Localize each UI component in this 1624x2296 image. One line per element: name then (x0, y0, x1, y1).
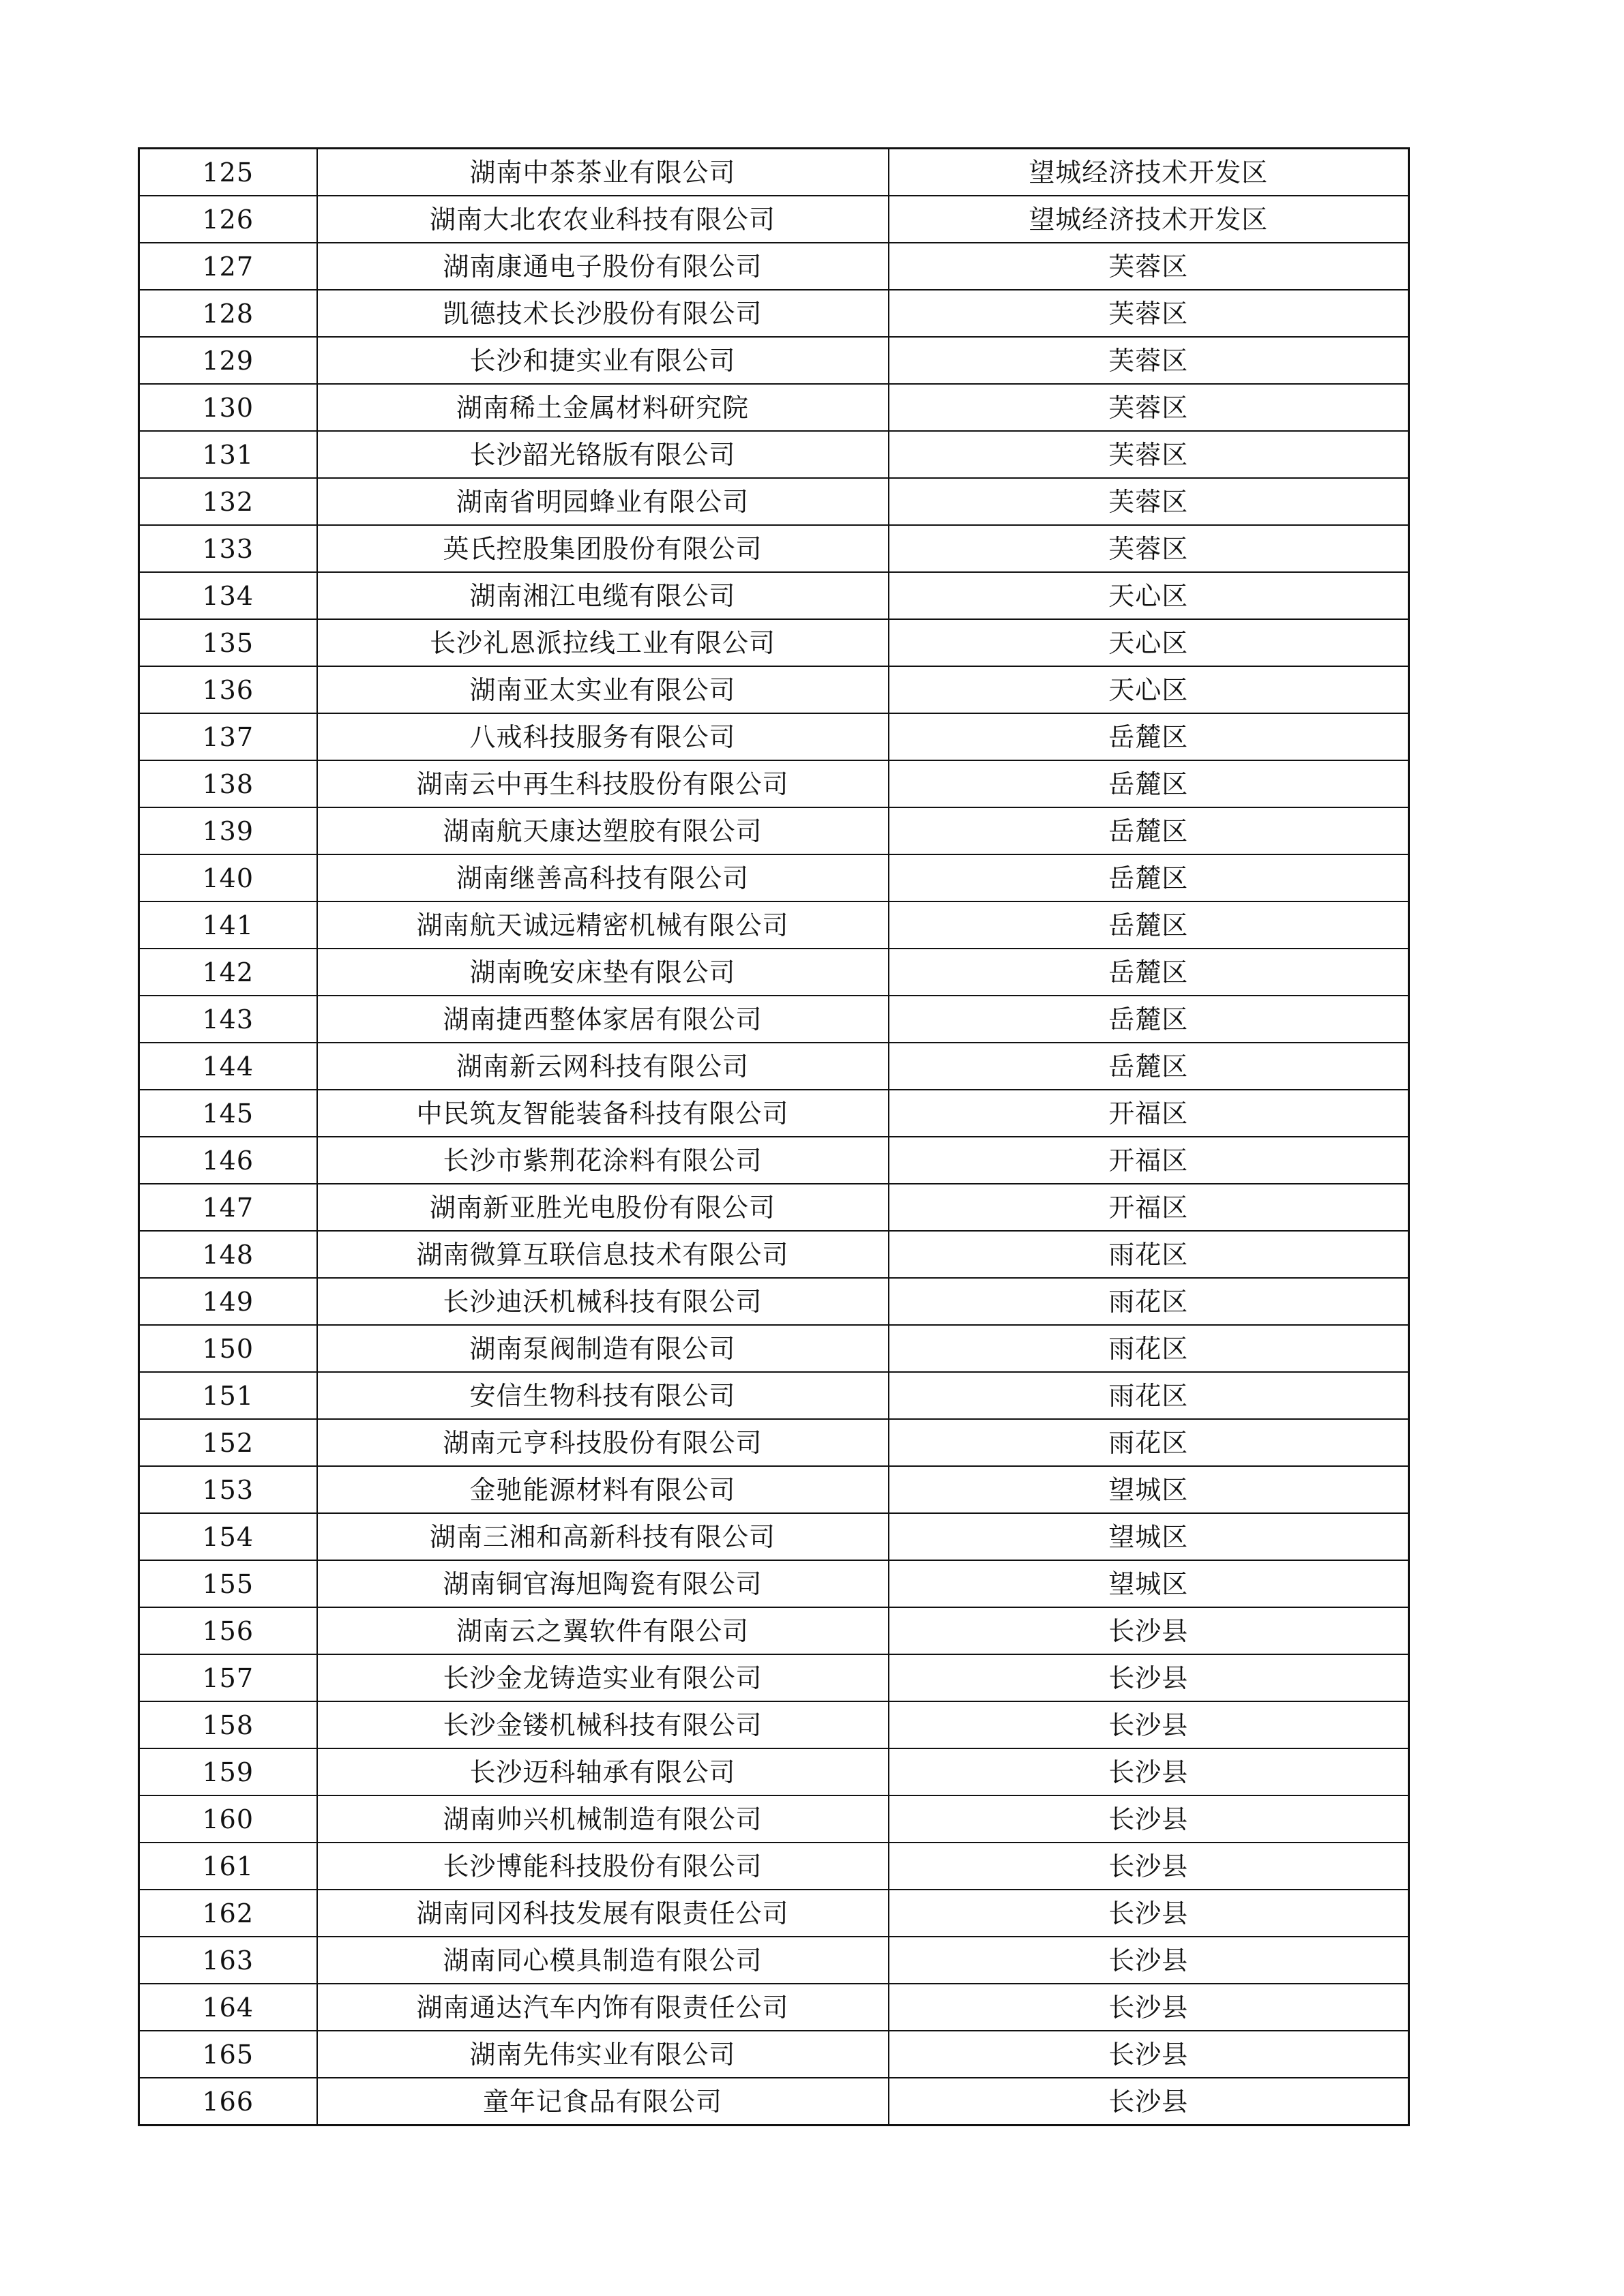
district-cell: 望城经济技术开发区 (889, 149, 1409, 196)
table-row (139, 807, 1409, 854)
district-cell: 天心区 (889, 666, 1409, 713)
row-number-cell: 152 (139, 1419, 317, 1466)
table-row (139, 384, 1409, 431)
row-number-cell: 137 (139, 713, 317, 760)
table-row (139, 1984, 1409, 2031)
company-table (138, 147, 1410, 2126)
company-name-cell: 湖南先伟实业有限公司 (317, 2031, 889, 2078)
company-name-cell: 湖南三湘和高新科技有限公司 (317, 1513, 889, 1560)
row-number-cell: 163 (139, 1937, 317, 1984)
table-row (139, 713, 1409, 760)
district-cell: 芙蓉区 (889, 525, 1409, 572)
row-number-cell: 141 (139, 901, 317, 949)
table-row (139, 149, 1409, 196)
company-name-cell: 湖南省明园蜂业有限公司 (317, 478, 889, 525)
table-row (139, 1607, 1409, 1654)
row-number-cell: 161 (139, 1843, 317, 1890)
row-number-cell: 143 (139, 996, 317, 1043)
company-name-cell: 英氏控股集团股份有限公司 (317, 525, 889, 572)
company-name-cell: 湖南晚安床垫有限公司 (317, 949, 889, 996)
table-row (139, 572, 1409, 619)
table-row (139, 478, 1409, 525)
row-number-cell: 133 (139, 525, 317, 572)
district-cell: 天心区 (889, 572, 1409, 619)
table-row (139, 1090, 1409, 1137)
row-number-cell: 159 (139, 1748, 317, 1795)
row-number-cell: 154 (139, 1513, 317, 1560)
row-number-cell: 136 (139, 666, 317, 713)
district-cell: 长沙县 (889, 1795, 1409, 1843)
company-name-cell: 长沙市紫荆花涂料有限公司 (317, 1137, 889, 1184)
district-cell: 雨花区 (889, 1325, 1409, 1372)
table-row (139, 1043, 1409, 1090)
table-row (139, 525, 1409, 572)
company-name-cell: 湖南康通电子股份有限公司 (317, 243, 889, 290)
company-name-cell: 长沙和捷实业有限公司 (317, 337, 889, 384)
company-name-cell: 长沙礼恩派拉线工业有限公司 (317, 619, 889, 666)
table-row (139, 1890, 1409, 1937)
row-number-cell: 148 (139, 1231, 317, 1278)
table-row (139, 1466, 1409, 1513)
company-name-cell: 湖南同心模具制造有限公司 (317, 1937, 889, 1984)
company-name-cell: 湖南湘江电缆有限公司 (317, 572, 889, 619)
table-row (139, 1654, 1409, 1701)
company-name-cell: 湖南继善高科技有限公司 (317, 854, 889, 901)
district-cell: 长沙县 (889, 2078, 1409, 2126)
row-number-cell: 164 (139, 1984, 317, 2031)
row-number-cell: 131 (139, 431, 317, 478)
row-number-cell: 146 (139, 1137, 317, 1184)
row-number-cell: 135 (139, 619, 317, 666)
company-name-cell: 童年记食品有限公司 (317, 2078, 889, 2126)
row-number-cell: 145 (139, 1090, 317, 1137)
district-cell: 岳麓区 (889, 854, 1409, 901)
company-name-cell: 湖南捷西整体家居有限公司 (317, 996, 889, 1043)
district-cell: 芙蓉区 (889, 337, 1409, 384)
district-cell: 芙蓉区 (889, 384, 1409, 431)
table-row (139, 666, 1409, 713)
row-number-cell: 153 (139, 1466, 317, 1513)
row-number-cell: 132 (139, 478, 317, 525)
row-number-cell: 129 (139, 337, 317, 384)
row-number-cell: 157 (139, 1654, 317, 1701)
company-name-cell: 安信生物科技有限公司 (317, 1372, 889, 1419)
row-number-cell: 127 (139, 243, 317, 290)
district-cell: 雨花区 (889, 1419, 1409, 1466)
district-cell: 芙蓉区 (889, 478, 1409, 525)
table-row (139, 996, 1409, 1043)
company-name-cell: 湖南云中再生科技股份有限公司 (317, 760, 889, 807)
district-cell: 长沙县 (889, 1654, 1409, 1701)
row-number-cell: 144 (139, 1043, 317, 1090)
district-cell: 望城区 (889, 1466, 1409, 1513)
company-name-cell: 湖南航天康达塑胶有限公司 (317, 807, 889, 854)
table-row (139, 1748, 1409, 1795)
district-cell: 雨花区 (889, 1372, 1409, 1419)
company-name-cell: 湖南微算互联信息技术有限公司 (317, 1231, 889, 1278)
row-number-cell: 150 (139, 1325, 317, 1372)
table-row (139, 290, 1409, 337)
district-cell: 长沙县 (889, 1890, 1409, 1937)
table-row (139, 1325, 1409, 1372)
row-number-cell: 126 (139, 196, 317, 243)
row-number-cell: 138 (139, 760, 317, 807)
company-name-cell: 湖南铜官海旭陶瓷有限公司 (317, 1560, 889, 1607)
company-name-cell: 湖南泵阀制造有限公司 (317, 1325, 889, 1372)
district-cell: 雨花区 (889, 1231, 1409, 1278)
row-number-cell: 151 (139, 1372, 317, 1419)
district-cell: 岳麓区 (889, 901, 1409, 949)
company-name-cell: 八戒科技服务有限公司 (317, 713, 889, 760)
row-number-cell: 125 (139, 149, 317, 196)
company-name-cell: 湖南稀土金属材料研究院 (317, 384, 889, 431)
company-name-cell: 湖南帅兴机械制造有限公司 (317, 1795, 889, 1843)
table-row (139, 1701, 1409, 1748)
row-number-cell: 160 (139, 1795, 317, 1843)
table-row (139, 619, 1409, 666)
company-name-cell: 湖南通达汽车内饰有限责任公司 (317, 1984, 889, 2031)
company-name-cell: 湖南亚太实业有限公司 (317, 666, 889, 713)
district-cell: 岳麓区 (889, 1043, 1409, 1090)
company-name-cell: 湖南大北农农业科技有限公司 (317, 196, 889, 243)
company-name-cell: 湖南元亨科技股份有限公司 (317, 1419, 889, 1466)
district-cell: 长沙县 (889, 1937, 1409, 1984)
company-name-cell: 长沙韶光铬版有限公司 (317, 431, 889, 478)
district-cell: 雨花区 (889, 1278, 1409, 1325)
district-cell: 长沙县 (889, 1748, 1409, 1795)
table-row (139, 243, 1409, 290)
district-cell: 长沙县 (889, 1701, 1409, 1748)
company-name-cell: 湖南新亚胜光电股份有限公司 (317, 1184, 889, 1231)
row-number-cell: 134 (139, 572, 317, 619)
table-row (139, 337, 1409, 384)
company-name-cell: 长沙博能科技股份有限公司 (317, 1843, 889, 1890)
table-row (139, 1843, 1409, 1890)
district-cell: 岳麓区 (889, 807, 1409, 854)
company-name-cell: 长沙金镂机械科技有限公司 (317, 1701, 889, 1748)
table-row (139, 1231, 1409, 1278)
district-cell: 望城经济技术开发区 (889, 196, 1409, 243)
table-row (139, 1419, 1409, 1466)
district-cell: 天心区 (889, 619, 1409, 666)
district-cell: 岳麓区 (889, 713, 1409, 760)
district-cell: 长沙县 (889, 1984, 1409, 2031)
row-number-cell: 140 (139, 854, 317, 901)
company-name-cell: 长沙迈科轴承有限公司 (317, 1748, 889, 1795)
company-name-cell: 金驰能源材料有限公司 (317, 1466, 889, 1513)
table-row (139, 901, 1409, 949)
row-number-cell: 156 (139, 1607, 317, 1654)
company-name-cell: 湖南新云网科技有限公司 (317, 1043, 889, 1090)
table-body (139, 149, 1409, 2126)
company-name-cell: 湖南航天诚远精密机械有限公司 (317, 901, 889, 949)
district-cell: 芙蓉区 (889, 431, 1409, 478)
table-row (139, 760, 1409, 807)
district-cell: 芙蓉区 (889, 243, 1409, 290)
row-number-cell: 130 (139, 384, 317, 431)
table-row (139, 949, 1409, 996)
table-row (139, 2078, 1409, 2126)
table-row (139, 854, 1409, 901)
table-row (139, 1137, 1409, 1184)
district-cell: 岳麓区 (889, 949, 1409, 996)
row-number-cell: 147 (139, 1184, 317, 1231)
company-name-cell: 凯德技术长沙股份有限公司 (317, 290, 889, 337)
district-cell: 开福区 (889, 1137, 1409, 1184)
row-number-cell: 128 (139, 290, 317, 337)
district-cell: 开福区 (889, 1184, 1409, 1231)
district-cell: 岳麓区 (889, 996, 1409, 1043)
row-number-cell: 142 (139, 949, 317, 996)
row-number-cell: 149 (139, 1278, 317, 1325)
table-row (139, 431, 1409, 478)
district-cell: 开福区 (889, 1090, 1409, 1137)
row-number-cell: 166 (139, 2078, 317, 2126)
company-name-cell: 湖南中茶茶业有限公司 (317, 149, 889, 196)
row-number-cell: 165 (139, 2031, 317, 2078)
table-row (139, 196, 1409, 243)
district-cell: 长沙县 (889, 1607, 1409, 1654)
company-name-cell: 湖南同冈科技发展有限责任公司 (317, 1890, 889, 1937)
table-row (139, 2031, 1409, 2078)
table-row (139, 1513, 1409, 1560)
company-name-cell: 湖南云之翼软件有限公司 (317, 1607, 889, 1654)
district-cell: 长沙县 (889, 2031, 1409, 2078)
table-row (139, 1795, 1409, 1843)
table-row (139, 1278, 1409, 1325)
district-cell: 望城区 (889, 1513, 1409, 1560)
table-row (139, 1937, 1409, 1984)
company-name-cell: 长沙金龙铸造实业有限公司 (317, 1654, 889, 1701)
row-number-cell: 158 (139, 1701, 317, 1748)
table-row (139, 1560, 1409, 1607)
district-cell: 望城区 (889, 1560, 1409, 1607)
company-name-cell: 中民筑友智能装备科技有限公司 (317, 1090, 889, 1137)
row-number-cell: 155 (139, 1560, 317, 1607)
district-cell: 芙蓉区 (889, 290, 1409, 337)
company-name-cell: 长沙迪沃机械科技有限公司 (317, 1278, 889, 1325)
table-row (139, 1184, 1409, 1231)
row-number-cell: 139 (139, 807, 317, 854)
district-cell: 岳麓区 (889, 760, 1409, 807)
row-number-cell: 162 (139, 1890, 317, 1937)
district-cell: 长沙县 (889, 1843, 1409, 1890)
table-row (139, 1372, 1409, 1419)
